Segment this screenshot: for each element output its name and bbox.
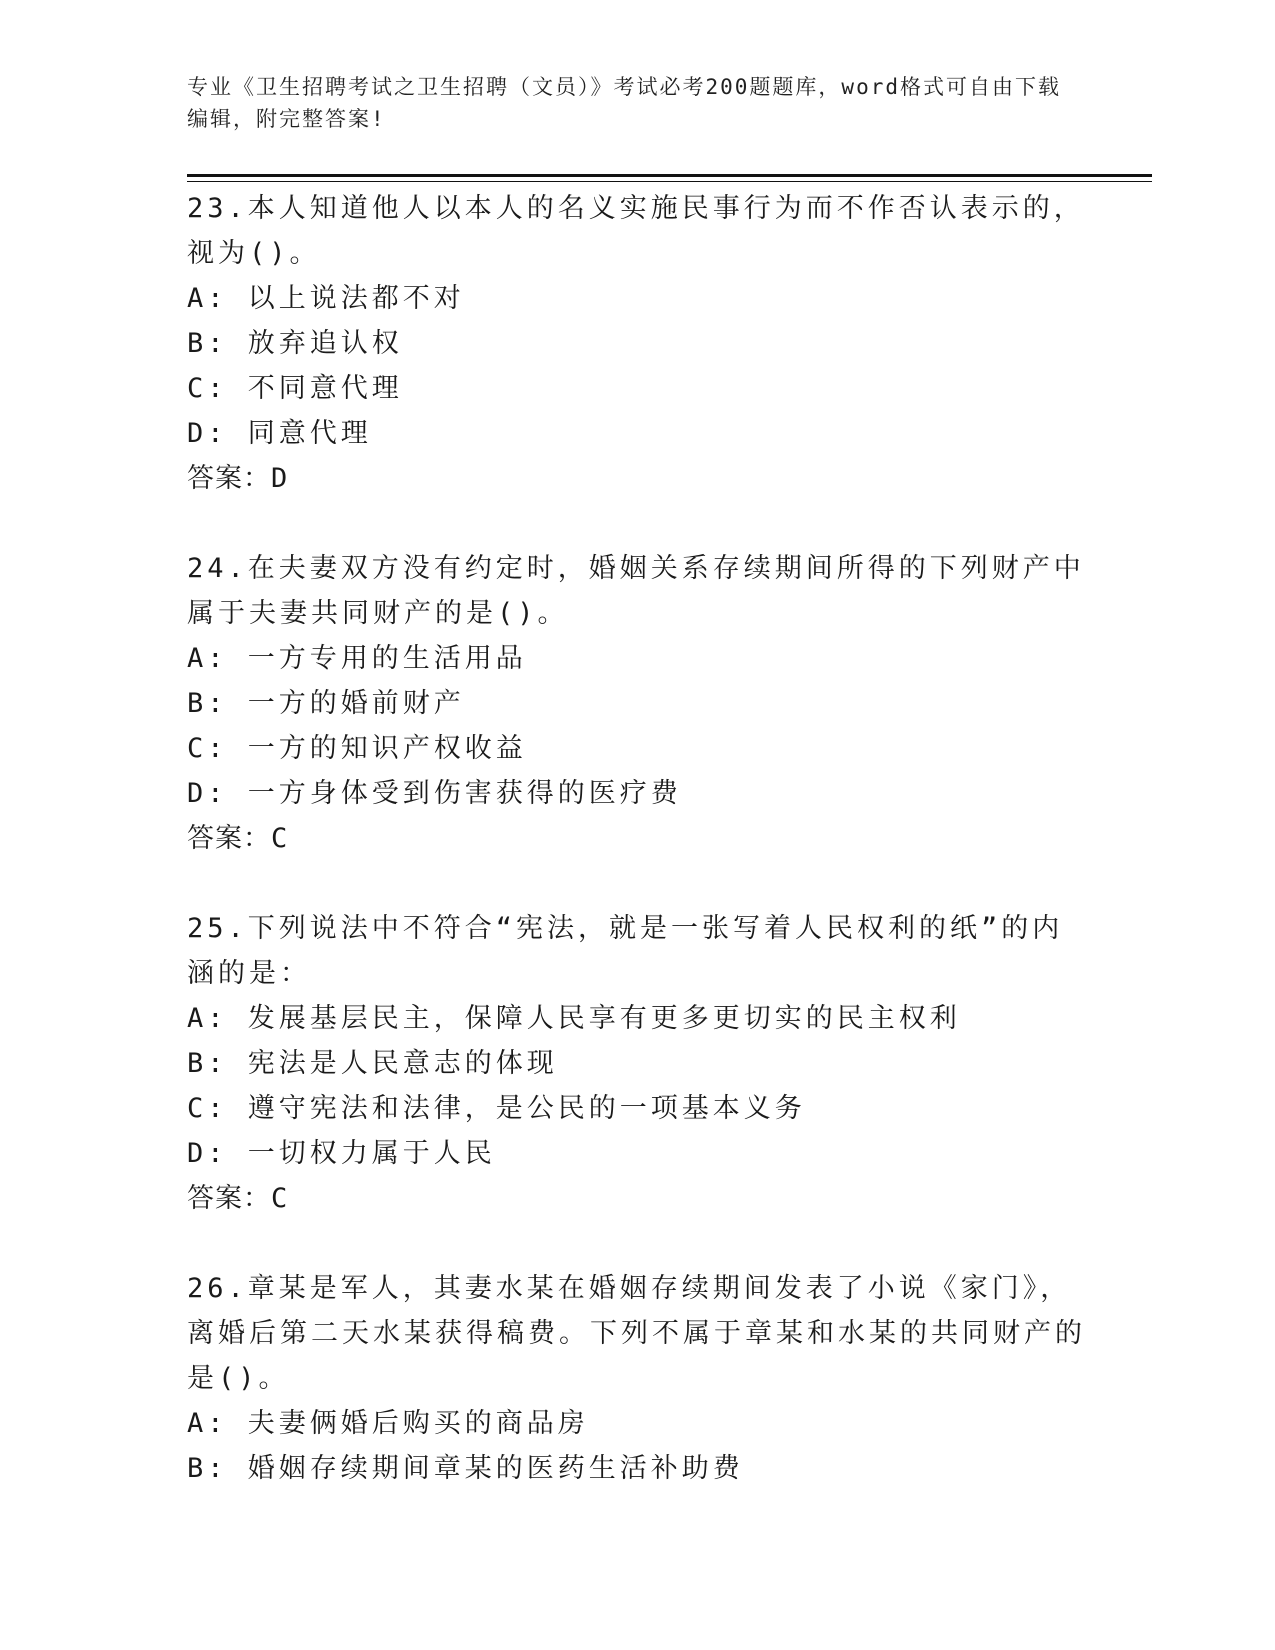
- answer-value: C: [271, 823, 289, 854]
- answer-value: C: [271, 1183, 289, 1214]
- document-header: 专业《卫生招聘考试之卫生招聘（文员）》考试必考200题题库，word格式可自由下载编辑，附完整答案!: [187, 75, 1061, 131]
- answer-value: D: [271, 463, 289, 494]
- option-a: A: 夫妻俩婚后购买的商品房: [187, 1408, 589, 1439]
- option-d: D: 同意代理: [187, 418, 372, 449]
- answer-label: 答案：: [187, 463, 271, 494]
- option-a: A: 以上说法都不对: [187, 283, 465, 314]
- answer-label: 答案：: [187, 823, 271, 854]
- question-26: [187, 1266, 1087, 1491]
- option-b: B: 宪法是人民意志的体现: [187, 1048, 558, 1079]
- question-stem: 24.在夫妻双方没有约定时，婚姻关系存续期间所得的下列财产中属于夫妻共同财产的是()。: [187, 553, 1085, 629]
- question-stem: 26.章某是军人，其妻水某在婚姻存续期间发表了小说《家门》，离婚后第二天水某获得稿费。下列不属于章某和水某的共同财产的是()。: [187, 1273, 1086, 1394]
- option-b: B: 放弃追认权: [187, 328, 403, 359]
- question-24: [187, 546, 1087, 861]
- header-divider-thick: [187, 174, 1152, 177]
- option-d: D: 一方身体受到伤害获得的医疗费: [187, 778, 682, 809]
- option-a: A: 发展基层民主，保障人民享有更多更切实的民主权利: [187, 1003, 961, 1034]
- answer-line: [187, 456, 1087, 501]
- question-list: [187, 186, 1087, 1536]
- option-c: C: 遵守宪法和法律，是公民的一项基本义务: [187, 1093, 806, 1124]
- header-divider-thin: [187, 181, 1152, 182]
- option-a: A: 一方专用的生活用品: [187, 643, 527, 674]
- answer-line: [187, 816, 1087, 861]
- option-b: B: 一方的婚前财产: [187, 688, 465, 719]
- option-b: B: 婚姻存续期间章某的医药生活补助费: [187, 1453, 744, 1484]
- question-stem: 23.本人知道他人以本人的名义实施民事行为而不作否认表示的，视为()。: [187, 193, 1085, 269]
- option-c: C: 一方的知识产权收益: [187, 733, 527, 764]
- option-d: D: 一切权力属于人民: [187, 1138, 496, 1169]
- question-25: [187, 906, 1087, 1221]
- answer-label: 答案：: [187, 1183, 271, 1214]
- option-c: C: 不同意代理: [187, 373, 403, 404]
- answer-line: [187, 1176, 1087, 1221]
- question-23: [187, 186, 1087, 501]
- question-stem: 25.下列说法中不符合“宪法，就是一张写着人民权利的纸”的内涵的是：: [187, 913, 1064, 989]
